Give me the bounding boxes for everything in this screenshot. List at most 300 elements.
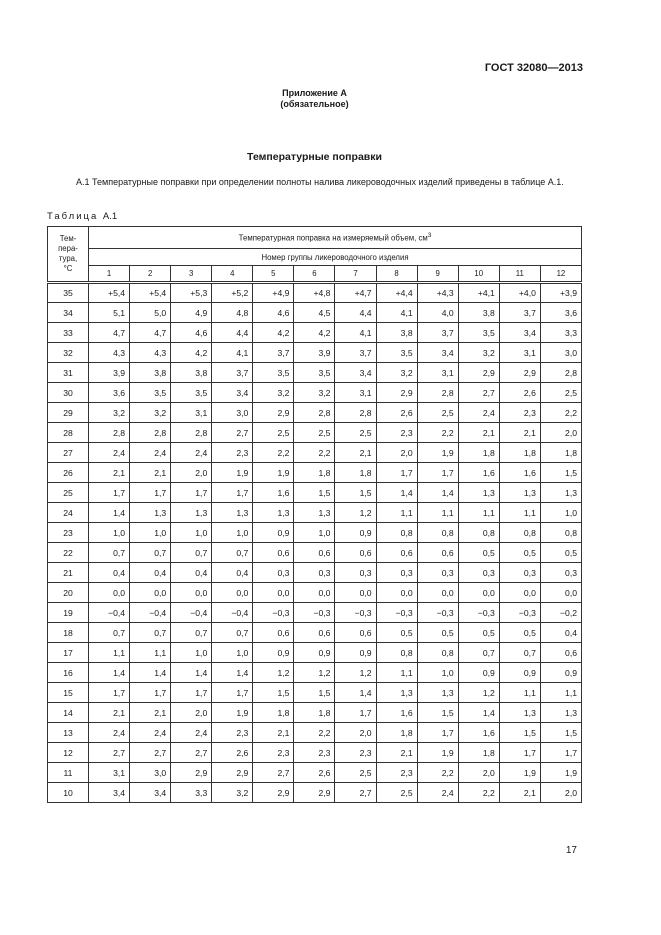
group-number-cell: 10 — [458, 266, 499, 283]
correction-value-cell: 2,5 — [294, 423, 335, 443]
correction-value-cell: 2,9 — [253, 783, 294, 803]
correction-value-cell: 3,5 — [376, 343, 417, 363]
correction-value-cell: 0,4 — [212, 563, 253, 583]
correction-value-cell: 3,0 — [212, 403, 253, 423]
correction-value-cell: 2,1 — [89, 463, 130, 483]
correction-value-cell: 4,5 — [294, 303, 335, 323]
group-number-cell: 6 — [294, 266, 335, 283]
group-number-cell: 4 — [212, 266, 253, 283]
correction-value-cell: 0,0 — [130, 583, 171, 603]
correction-value-cell: 1,1 — [417, 503, 458, 523]
correction-value-cell: 1,4 — [171, 663, 212, 683]
correction-value-cell: 0,8 — [540, 523, 581, 543]
correction-value-cell: 3,6 — [89, 383, 130, 403]
correction-value-cell: 3,0 — [540, 343, 581, 363]
correction-value-cell: −0,3 — [335, 603, 376, 623]
correction-value-cell: 2,0 — [376, 443, 417, 463]
correction-value-cell: 1,9 — [499, 763, 540, 783]
correction-value-cell: 1,4 — [458, 703, 499, 723]
correction-value-cell: +4,9 — [253, 283, 294, 303]
group-number-cell: 2 — [130, 266, 171, 283]
document-id: ГОСТ 32080—2013 — [484, 62, 583, 74]
correction-value-cell: 2,9 — [499, 363, 540, 383]
correction-value-cell: 1,2 — [335, 663, 376, 683]
correction-value-cell: 1,3 — [417, 683, 458, 703]
table-row — [48, 323, 582, 343]
temperature-cell: 13 — [48, 723, 89, 743]
correction-value-cell: +5,4 — [130, 283, 171, 303]
correction-value-cell: 0,5 — [499, 623, 540, 643]
correction-value-cell: 2,2 — [458, 783, 499, 803]
correction-value-cell: 4,1 — [335, 323, 376, 343]
correction-value-cell: 0,3 — [376, 563, 417, 583]
correction-value-cell: 1,0 — [540, 503, 581, 523]
correction-value-cell: 1,3 — [499, 483, 540, 503]
correction-value-cell: 2,0 — [171, 463, 212, 483]
correction-value-cell: 1,7 — [417, 723, 458, 743]
group-number-cell: 11 — [499, 266, 540, 283]
correction-value-cell: +3,9 — [540, 283, 581, 303]
correction-value-cell: −0,3 — [376, 603, 417, 623]
correction-value-cell: 1,8 — [499, 443, 540, 463]
correction-value-cell: 1,0 — [212, 523, 253, 543]
correction-value-cell: 0,9 — [335, 523, 376, 543]
correction-value-cell: 5,1 — [89, 303, 130, 323]
correction-value-cell: 3,2 — [253, 383, 294, 403]
correction-value-cell: +4,0 — [499, 283, 540, 303]
temperature-cell: 30 — [48, 383, 89, 403]
correction-value-cell: 1,8 — [458, 443, 499, 463]
correction-value-cell: 4,2 — [253, 323, 294, 343]
correction-value-cell: 1,7 — [89, 683, 130, 703]
correction-value-cell: 1,0 — [171, 643, 212, 663]
correction-value-cell: −0,3 — [499, 603, 540, 623]
correction-value-cell: 0,0 — [417, 583, 458, 603]
table-caption — [47, 211, 117, 222]
temperature-cell: 21 — [48, 563, 89, 583]
header-correction-sup: 3 — [427, 232, 432, 240]
correction-value-cell: 0,7 — [212, 623, 253, 643]
table-row — [48, 603, 582, 623]
correction-value-cell: 2,5 — [417, 403, 458, 423]
correction-value-cell: 4,3 — [130, 343, 171, 363]
header-temperature-line: тура, — [58, 254, 78, 263]
correction-value-cell: 3,7 — [417, 323, 458, 343]
correction-value-cell: 3,8 — [458, 303, 499, 323]
correction-value-cell: 0,3 — [458, 563, 499, 583]
correction-value-cell: 0,9 — [253, 523, 294, 543]
table-row — [48, 303, 582, 323]
correction-value-cell: 0,3 — [540, 563, 581, 583]
correction-value-cell: 3,7 — [499, 303, 540, 323]
temperature-cell: 12 — [48, 743, 89, 763]
table-row — [48, 783, 582, 803]
correction-value-cell: 1,1 — [376, 503, 417, 523]
temperature-cell: 10 — [48, 783, 89, 803]
correction-value-cell: 2,0 — [540, 423, 581, 443]
correction-value-cell: 3,6 — [540, 303, 581, 323]
correction-value-cell: 2,1 — [89, 703, 130, 723]
correction-value-cell: 1,5 — [417, 703, 458, 723]
correction-value-cell: 3,2 — [212, 783, 253, 803]
correction-value-cell: 3,1 — [89, 763, 130, 783]
correction-value-cell: 2,8 — [294, 403, 335, 423]
correction-value-cell: 2,5 — [253, 423, 294, 443]
correction-value-cell: 3,8 — [171, 363, 212, 383]
correction-value-cell: 1,7 — [171, 483, 212, 503]
correction-value-cell: 1,8 — [376, 723, 417, 743]
correction-value-cell: 0,8 — [376, 523, 417, 543]
correction-value-cell: 1,6 — [376, 703, 417, 723]
temperature-cell: 35 — [48, 283, 89, 303]
correction-value-cell: 0,9 — [335, 643, 376, 663]
temperature-cell: 20 — [48, 583, 89, 603]
table-row — [48, 443, 582, 463]
correction-value-cell: 0,3 — [335, 563, 376, 583]
table-caption-number: А.1 — [102, 211, 118, 222]
correction-value-cell: 2,2 — [417, 763, 458, 783]
table-row — [48, 643, 582, 663]
correction-value-cell: 1,7 — [212, 683, 253, 703]
correction-value-cell: 1,7 — [212, 483, 253, 503]
correction-value-cell: 2,2 — [294, 723, 335, 743]
correction-value-cell: +4,3 — [417, 283, 458, 303]
table-row — [48, 483, 582, 503]
correction-value-cell: 1,1 — [499, 503, 540, 523]
correction-value-cell: 1,9 — [417, 443, 458, 463]
correction-value-cell: 4,8 — [212, 303, 253, 323]
correction-value-cell: 0,6 — [335, 623, 376, 643]
correction-value-cell: 3,4 — [130, 783, 171, 803]
correction-value-cell: 2,3 — [499, 403, 540, 423]
correction-value-cell: 1,1 — [540, 683, 581, 703]
correction-value-cell: 0,7 — [499, 643, 540, 663]
correction-value-cell: 2,4 — [89, 723, 130, 743]
correction-value-cell: 2,2 — [294, 443, 335, 463]
correction-value-cell: 1,1 — [458, 503, 499, 523]
group-number-cell: 7 — [335, 266, 376, 283]
correction-value-cell: 4,1 — [212, 343, 253, 363]
temperature-cell: 28 — [48, 423, 89, 443]
correction-value-cell: 3,9 — [89, 363, 130, 383]
correction-table — [47, 226, 582, 803]
table-row — [48, 683, 582, 703]
table-body — [48, 283, 582, 803]
correction-value-cell: 4,2 — [294, 323, 335, 343]
correction-value-cell: 3,5 — [130, 383, 171, 403]
correction-value-cell: 1,8 — [458, 743, 499, 763]
correction-value-cell: 1,0 — [294, 523, 335, 543]
correction-value-cell: 1,7 — [376, 463, 417, 483]
correction-value-cell: 2,7 — [253, 763, 294, 783]
correction-value-cell: 2,7 — [171, 743, 212, 763]
correction-value-cell: 1,4 — [376, 483, 417, 503]
temperature-cell: 34 — [48, 303, 89, 323]
correction-value-cell: 1,5 — [294, 683, 335, 703]
correction-value-cell: 1,7 — [130, 483, 171, 503]
correction-value-cell: 1,3 — [499, 703, 540, 723]
correction-value-cell: −0,4 — [171, 603, 212, 623]
correction-value-cell: 1,3 — [376, 683, 417, 703]
header-temperature-line: Тем- — [59, 234, 77, 243]
table-row — [48, 503, 582, 523]
correction-value-cell: 0,9 — [253, 643, 294, 663]
correction-value-cell: 1,7 — [335, 703, 376, 723]
correction-value-cell: 2,3 — [253, 743, 294, 763]
table-row — [48, 663, 582, 683]
table-row — [48, 343, 582, 363]
correction-value-cell: 2,4 — [417, 783, 458, 803]
correction-value-cell: 2,1 — [335, 443, 376, 463]
correction-value-cell: 1,9 — [212, 463, 253, 483]
correction-value-cell: 3,7 — [212, 363, 253, 383]
correction-value-cell: +5,3 — [171, 283, 212, 303]
correction-value-cell: 1,5 — [540, 723, 581, 743]
correction-value-cell: 2,2 — [253, 443, 294, 463]
correction-value-cell: −0,3 — [417, 603, 458, 623]
correction-value-cell: 0,8 — [499, 523, 540, 543]
table-row — [48, 623, 582, 643]
correction-value-cell: 2,5 — [376, 783, 417, 803]
correction-value-cell: 0,9 — [499, 663, 540, 683]
correction-value-cell: 2,4 — [458, 403, 499, 423]
correction-value-cell: 2,4 — [130, 723, 171, 743]
appendix-heading — [0, 88, 629, 110]
temperature-cell: 32 — [48, 343, 89, 363]
correction-value-cell: 0,5 — [376, 623, 417, 643]
correction-value-cell: 3,2 — [376, 363, 417, 383]
correction-value-cell: 3,5 — [171, 383, 212, 403]
header-temperature-line: пера- — [58, 244, 78, 253]
correction-value-cell: +4,4 — [376, 283, 417, 303]
correction-value-cell: 0,0 — [458, 583, 499, 603]
section-title: Температурные поправки — [247, 151, 382, 163]
correction-value-cell: 0,6 — [417, 543, 458, 563]
correction-value-cell: 0,5 — [499, 543, 540, 563]
correction-value-cell: 0,0 — [335, 583, 376, 603]
correction-value-cell: +5,2 — [212, 283, 253, 303]
correction-value-cell: 1,3 — [540, 703, 581, 723]
correction-value-cell: 0,9 — [540, 663, 581, 683]
correction-value-cell: 0,4 — [171, 563, 212, 583]
correction-value-cell: 1,7 — [499, 743, 540, 763]
correction-value-cell: 0,9 — [294, 643, 335, 663]
correction-value-cell: 3,8 — [130, 363, 171, 383]
group-number-cell: 3 — [171, 266, 212, 283]
correction-value-cell: 0,6 — [294, 623, 335, 643]
correction-value-cell: +5,4 — [89, 283, 130, 303]
table-caption-label: Таблица — [47, 211, 99, 222]
correction-value-cell: 4,2 — [171, 343, 212, 363]
correction-value-cell: 3,2 — [294, 383, 335, 403]
correction-value-cell: 3,2 — [130, 403, 171, 423]
correction-value-cell: 4,7 — [89, 323, 130, 343]
correction-value-cell: 3,4 — [212, 383, 253, 403]
correction-value-cell: 2,9 — [212, 763, 253, 783]
correction-value-cell: −0,4 — [212, 603, 253, 623]
correction-value-cell: 1,4 — [130, 663, 171, 683]
temperature-cell: 27 — [48, 443, 89, 463]
table-row — [48, 283, 582, 303]
temperature-cell: 26 — [48, 463, 89, 483]
group-number-cell: 9 — [417, 266, 458, 283]
correction-value-cell: 1,2 — [294, 663, 335, 683]
correction-value-cell: 2,1 — [253, 723, 294, 743]
table-row — [48, 383, 582, 403]
correction-value-cell: 3,3 — [171, 783, 212, 803]
table-row — [48, 743, 582, 763]
temperature-cell: 14 — [48, 703, 89, 723]
correction-value-cell: 1,8 — [540, 443, 581, 463]
correction-value-cell: +4,1 — [458, 283, 499, 303]
correction-value-cell: 1,1 — [499, 683, 540, 703]
correction-value-cell: 2,1 — [499, 783, 540, 803]
correction-value-cell: 0,7 — [130, 623, 171, 643]
correction-value-cell: 2,4 — [130, 443, 171, 463]
correction-value-cell: 5,0 — [130, 303, 171, 323]
correction-value-cell: 0,0 — [540, 583, 581, 603]
correction-value-cell: 2,3 — [376, 763, 417, 783]
correction-value-cell: 2,4 — [171, 443, 212, 463]
correction-value-cell: 1,2 — [335, 503, 376, 523]
correction-value-cell: 1,3 — [130, 503, 171, 523]
correction-value-cell: 2,0 — [458, 763, 499, 783]
correction-value-cell: 2,1 — [499, 423, 540, 443]
correction-value-cell: 4,3 — [89, 343, 130, 363]
correction-value-cell: −0,3 — [253, 603, 294, 623]
correction-value-cell: 0,6 — [294, 543, 335, 563]
correction-value-cell: 4,6 — [171, 323, 212, 343]
correction-value-cell: 1,5 — [540, 463, 581, 483]
correction-value-cell: 1,9 — [212, 703, 253, 723]
correction-value-cell: 4,9 — [171, 303, 212, 323]
correction-value-cell: 1,5 — [294, 483, 335, 503]
correction-value-cell: 3,7 — [335, 343, 376, 363]
correction-value-cell: 3,5 — [253, 363, 294, 383]
table-row — [48, 543, 582, 563]
correction-value-cell: 0,3 — [253, 563, 294, 583]
correction-value-cell: 3,1 — [335, 383, 376, 403]
correction-value-cell: 3,1 — [417, 363, 458, 383]
correction-value-cell: 0,0 — [376, 583, 417, 603]
correction-value-cell: 1,3 — [212, 503, 253, 523]
appendix-status: (обязательное) — [280, 99, 349, 109]
correction-value-cell: 1,8 — [294, 703, 335, 723]
correction-value-cell: 1,7 — [130, 683, 171, 703]
correction-value-cell: 1,7 — [417, 463, 458, 483]
correction-value-cell: 1,9 — [253, 463, 294, 483]
header-temperature — [48, 227, 89, 283]
correction-value-cell: 2,9 — [253, 403, 294, 423]
correction-value-cell: 2,3 — [294, 743, 335, 763]
correction-value-cell: 2,6 — [212, 743, 253, 763]
correction-value-cell: 1,4 — [212, 663, 253, 683]
correction-value-cell: 2,1 — [130, 703, 171, 723]
correction-value-cell: −0,3 — [458, 603, 499, 623]
correction-value-cell: 1,9 — [540, 763, 581, 783]
correction-value-cell: 1,4 — [89, 663, 130, 683]
correction-value-cell: 2,7 — [335, 783, 376, 803]
correction-value-cell: 3,1 — [171, 403, 212, 423]
correction-value-cell: 0,9 — [458, 663, 499, 683]
appendix-title: Приложение А — [282, 88, 347, 98]
header-correction-text: Температурная поправка на измеряемый объем, см — [238, 233, 428, 243]
correction-value-cell: 0,8 — [417, 643, 458, 663]
correction-value-cell: 3,8 — [376, 323, 417, 343]
correction-value-cell: 0,8 — [376, 643, 417, 663]
correction-value-cell: 1,7 — [540, 743, 581, 763]
correction-value-cell: 2,1 — [376, 743, 417, 763]
correction-value-cell: 0,7 — [458, 643, 499, 663]
correction-value-cell: 2,4 — [171, 723, 212, 743]
temperature-cell: 24 — [48, 503, 89, 523]
correction-value-cell: +4,7 — [335, 283, 376, 303]
correction-value-cell: 1,8 — [294, 463, 335, 483]
correction-value-cell: 1,3 — [253, 503, 294, 523]
correction-value-cell: 3,5 — [458, 323, 499, 343]
correction-value-cell: 1,0 — [417, 663, 458, 683]
correction-value-cell: 2,2 — [540, 403, 581, 423]
temperature-cell: 16 — [48, 663, 89, 683]
correction-value-cell: 3,2 — [458, 343, 499, 363]
correction-value-cell: 1,0 — [89, 523, 130, 543]
correction-value-cell: 0,7 — [171, 543, 212, 563]
correction-value-cell: 1,6 — [253, 483, 294, 503]
correction-value-cell: 2,9 — [171, 763, 212, 783]
header-group-numbers — [48, 266, 582, 283]
correction-value-cell: 1,2 — [458, 683, 499, 703]
temperature-cell: 17 — [48, 643, 89, 663]
table-row — [48, 703, 582, 723]
correction-value-cell: 2,7 — [89, 743, 130, 763]
correction-value-cell: 0,6 — [253, 623, 294, 643]
table-row — [48, 763, 582, 783]
temperature-cell: 15 — [48, 683, 89, 703]
correction-value-cell: 2,8 — [130, 423, 171, 443]
correction-value-cell: 2,9 — [294, 783, 335, 803]
temperature-cell: 25 — [48, 483, 89, 503]
correction-value-cell: 3,4 — [417, 343, 458, 363]
table-row — [48, 463, 582, 483]
correction-value-cell: 0,7 — [171, 623, 212, 643]
correction-value-cell: 1,0 — [130, 523, 171, 543]
correction-value-cell: 2,8 — [335, 403, 376, 423]
header-correction — [89, 227, 582, 249]
temperature-cell: 19 — [48, 603, 89, 623]
correction-value-cell: 3,3 — [540, 323, 581, 343]
correction-value-cell: 0,5 — [458, 543, 499, 563]
table-row — [48, 583, 582, 603]
correction-value-cell: 2,0 — [171, 703, 212, 723]
correction-value-cell: 0,3 — [417, 563, 458, 583]
correction-value-cell: 1,8 — [335, 463, 376, 483]
correction-value-cell: 1,6 — [499, 463, 540, 483]
correction-value-cell: 0,0 — [499, 583, 540, 603]
correction-value-cell: 2,8 — [417, 383, 458, 403]
correction-value-cell: 0,5 — [540, 543, 581, 563]
table-row — [48, 723, 582, 743]
correction-value-cell: 4,7 — [130, 323, 171, 343]
correction-value-cell: 2,9 — [376, 383, 417, 403]
correction-value-cell: 2,5 — [540, 383, 581, 403]
table-row — [48, 363, 582, 383]
correction-value-cell: 2,8 — [89, 423, 130, 443]
correction-value-cell: 1,2 — [253, 663, 294, 683]
correction-value-cell: 0,4 — [130, 563, 171, 583]
table-row — [48, 423, 582, 443]
correction-value-cell: 0,7 — [212, 543, 253, 563]
intro-paragraph: А.1 Температурные поправки при определении полноты налива ликероводочных изделий приведены в таблице А.1. — [76, 177, 564, 187]
